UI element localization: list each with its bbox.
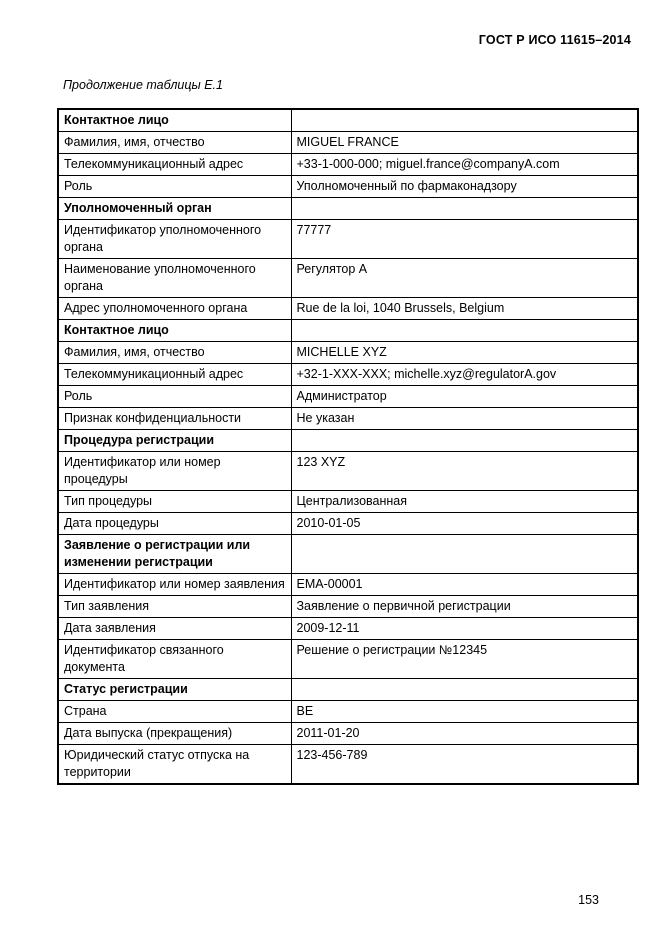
section-header-row (58, 109, 638, 132)
table-row (58, 618, 638, 640)
field-label: Телекоммуникационный адрес (58, 364, 291, 386)
field-value: 2009-12-11 (291, 618, 638, 640)
field-label: Фамилия, имя, отчество (58, 132, 291, 154)
section-header-row (58, 430, 638, 452)
field-label: Идентификатор уполномоченного органа (58, 220, 291, 259)
field-value: 123-456-789 (291, 745, 638, 785)
field-value (291, 679, 638, 701)
field-label: Тип процедуры (58, 491, 291, 513)
table-row (58, 574, 638, 596)
field-label: Идентификатор или номер заявления (58, 574, 291, 596)
table-row (58, 342, 638, 364)
table-row (58, 491, 638, 513)
field-value (291, 320, 638, 342)
section-header-row (58, 679, 638, 701)
table-caption: Продолжение таблицы Е.1 (63, 78, 223, 92)
field-value: Заявление о первичной регистрации (291, 596, 638, 618)
field-label: Адрес уполномоченного органа (58, 298, 291, 320)
field-value: Регулятор А (291, 259, 638, 298)
section-title: Контактное лицо (58, 320, 291, 342)
field-value: Администратор (291, 386, 638, 408)
table-row (58, 154, 638, 176)
field-value: MICHELLE XYZ (291, 342, 638, 364)
field-value (291, 109, 638, 132)
field-label: Тип заявления (58, 596, 291, 618)
table-row (58, 408, 638, 430)
document-standard-header: ГОСТ Р ИСО 11615–2014 (478, 33, 631, 47)
page-number: 153 (578, 893, 599, 907)
field-label: Роль (58, 176, 291, 198)
field-value: 123 XYZ (291, 452, 638, 491)
field-label: Идентификатор или номер процедуры (58, 452, 291, 491)
field-value: MIGUEL FRANCE (291, 132, 638, 154)
field-value: 2011-01-20 (291, 723, 638, 745)
section-title: Заявление о регистрации или изменении регистрации (58, 535, 291, 574)
section-header-row (58, 198, 638, 220)
section-title: Контактное лицо (58, 109, 291, 132)
field-label: Дата выпуска (прекращения) (58, 723, 291, 745)
field-value: +33-1-000-000; miguel.france@companyA.com (291, 154, 638, 176)
field-label: Юридический статус отпуска на территории (58, 745, 291, 785)
field-label: Страна (58, 701, 291, 723)
field-value: Уполномоченный по фармаконадзору (291, 176, 638, 198)
field-value: BE (291, 701, 638, 723)
field-value: 77777 (291, 220, 638, 259)
table-row (58, 298, 638, 320)
field-label: Роль (58, 386, 291, 408)
section-title: Статус регистрации (58, 679, 291, 701)
table-row (58, 513, 638, 535)
field-value: EMA-00001 (291, 574, 638, 596)
table-row (58, 640, 638, 679)
field-label: Фамилия, имя, отчество (58, 342, 291, 364)
table-row (58, 386, 638, 408)
field-value: Не указан (291, 408, 638, 430)
table-row (58, 701, 638, 723)
table-row (58, 745, 638, 785)
field-value: Централизованная (291, 491, 638, 513)
field-label: Телекоммуникационный адрес (58, 154, 291, 176)
section-header-row (58, 535, 638, 574)
field-label: Дата заявления (58, 618, 291, 640)
table-row (58, 259, 638, 298)
table-row (58, 596, 638, 618)
section-title: Уполномоченный орган (58, 198, 291, 220)
section-title: Процедура регистрации (58, 430, 291, 452)
table-row (58, 176, 638, 198)
field-label: Наименование уполномоченного органа (58, 259, 291, 298)
field-label: Дата процедуры (58, 513, 291, 535)
registration-table (57, 108, 639, 785)
table-row (58, 452, 638, 491)
table-row (58, 723, 638, 745)
field-value (291, 198, 638, 220)
section-header-row (58, 320, 638, 342)
table-row (58, 364, 638, 386)
field-label: Идентификатор связанного документа (58, 640, 291, 679)
field-value: +32-1-XXX-XXX; michelle.xyz@regulatorA.gov (291, 364, 638, 386)
field-value (291, 430, 638, 452)
table-row (58, 220, 638, 259)
table-body (58, 109, 638, 784)
table-row (58, 132, 638, 154)
field-value: 2010-01-05 (291, 513, 638, 535)
field-value: Решение о регистрации №12345 (291, 640, 638, 679)
field-value (291, 535, 638, 574)
field-label: Признак конфиденциальности (58, 408, 291, 430)
field-value: Rue de la loi, 1040 Brussels, Belgium (291, 298, 638, 320)
